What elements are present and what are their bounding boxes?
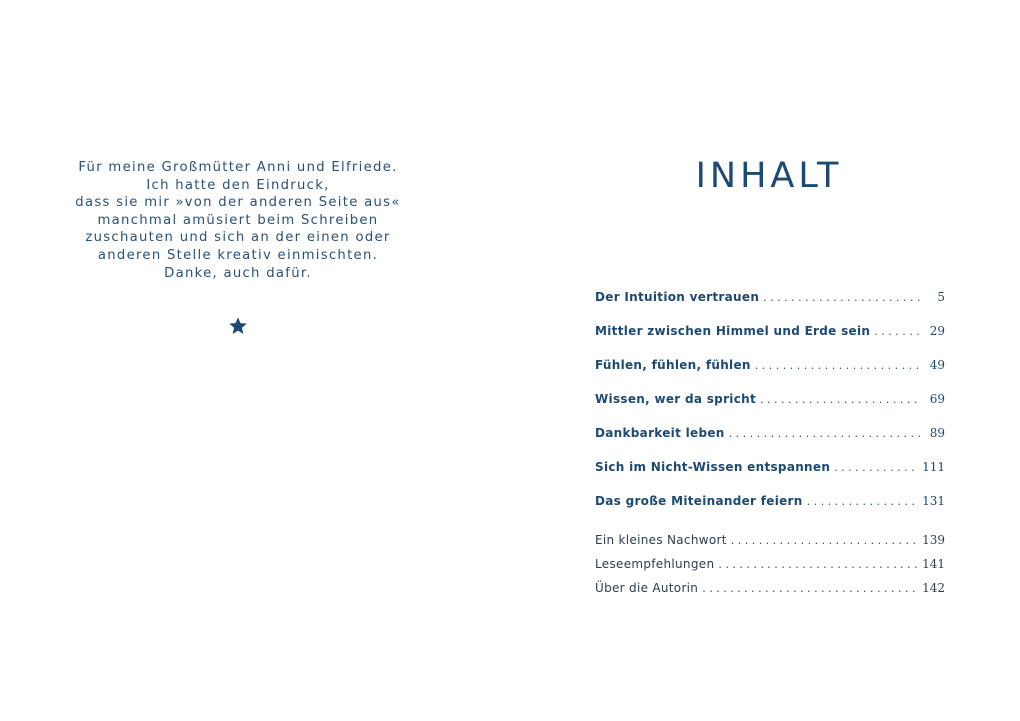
dot-leader (874, 325, 921, 338)
dot-leader (807, 495, 918, 508)
toc-entry-title: Dankbarkeit leben (595, 426, 725, 440)
dot-leader (731, 534, 918, 547)
toc-entry-page: 139 (922, 533, 945, 547)
toc-entry[interactable] (595, 290, 945, 310)
dedication (68, 159, 408, 282)
toc-entry-title: Mittler zwischen Himmel und Erde sein (595, 324, 871, 338)
toc-entry[interactable] (595, 426, 945, 446)
toc-heading: INHALT (695, 156, 843, 196)
dot-leader (718, 558, 918, 571)
toc-entry-title: Über die Autorin (595, 581, 699, 595)
dedication-line: dass sie mir »von der anderen Seite aus« (75, 195, 401, 211)
dot-leader (729, 427, 921, 440)
toc-appendix-entry[interactable] (595, 581, 945, 601)
toc-entry-page: 69 (929, 392, 945, 406)
toc-entry-title: Der Intuition vertrauen (595, 290, 760, 304)
toc-entry-title: Das große Miteinander feiern (595, 494, 803, 508)
dot-leader (760, 393, 921, 406)
toc-appendix-entry[interactable] (595, 533, 945, 553)
toc-entry-title: Sich im Nicht-Wissen entspannen (595, 460, 831, 474)
toc-entry-title: Wissen, wer da spricht (595, 392, 756, 406)
toc-entry-page: 29 (929, 324, 945, 338)
dedication-line: anderen Stelle kreativ einmischten. (97, 247, 379, 263)
dedication-line: manchmal amüsiert beim Schreiben (97, 212, 379, 228)
dot-leader (763, 291, 921, 304)
toc-entry-title: Leseempfehlungen (595, 557, 715, 571)
toc-entry-title: Fühlen, fühlen, fühlen (595, 358, 751, 372)
toc-appendix-entry[interactable] (595, 557, 945, 577)
star-icon (228, 316, 248, 336)
toc-entry[interactable] (595, 324, 945, 344)
toc-entry-page: 131 (922, 494, 945, 508)
dot-leader (755, 359, 921, 372)
toc-entry-page: 111 (922, 460, 945, 474)
dedication-line: Für meine Großmütter Anni und Elfriede. (78, 160, 398, 175)
dot-leader (834, 461, 918, 474)
dedication-line: Ich hatte den Eindruck, (146, 177, 330, 193)
toc-entry[interactable] (595, 460, 945, 480)
toc-entry[interactable] (595, 358, 945, 378)
toc-entry-page: 49 (929, 358, 945, 372)
dot-leader (702, 582, 918, 595)
toc-entry-title: Ein kleines Nachwort (595, 533, 727, 547)
toc-entry-page: 142 (922, 581, 945, 595)
toc-entry-page: 5 (937, 290, 945, 304)
dedication-line: Danke, auch dafür. (164, 265, 312, 281)
dedication-line: zuschauten und sich an der einen oder (85, 230, 391, 246)
toc-entry-page: 89 (929, 426, 945, 440)
toc-entry[interactable] (595, 392, 945, 412)
toc-entry[interactable] (595, 494, 945, 514)
toc-entry-page: 141 (922, 557, 945, 571)
